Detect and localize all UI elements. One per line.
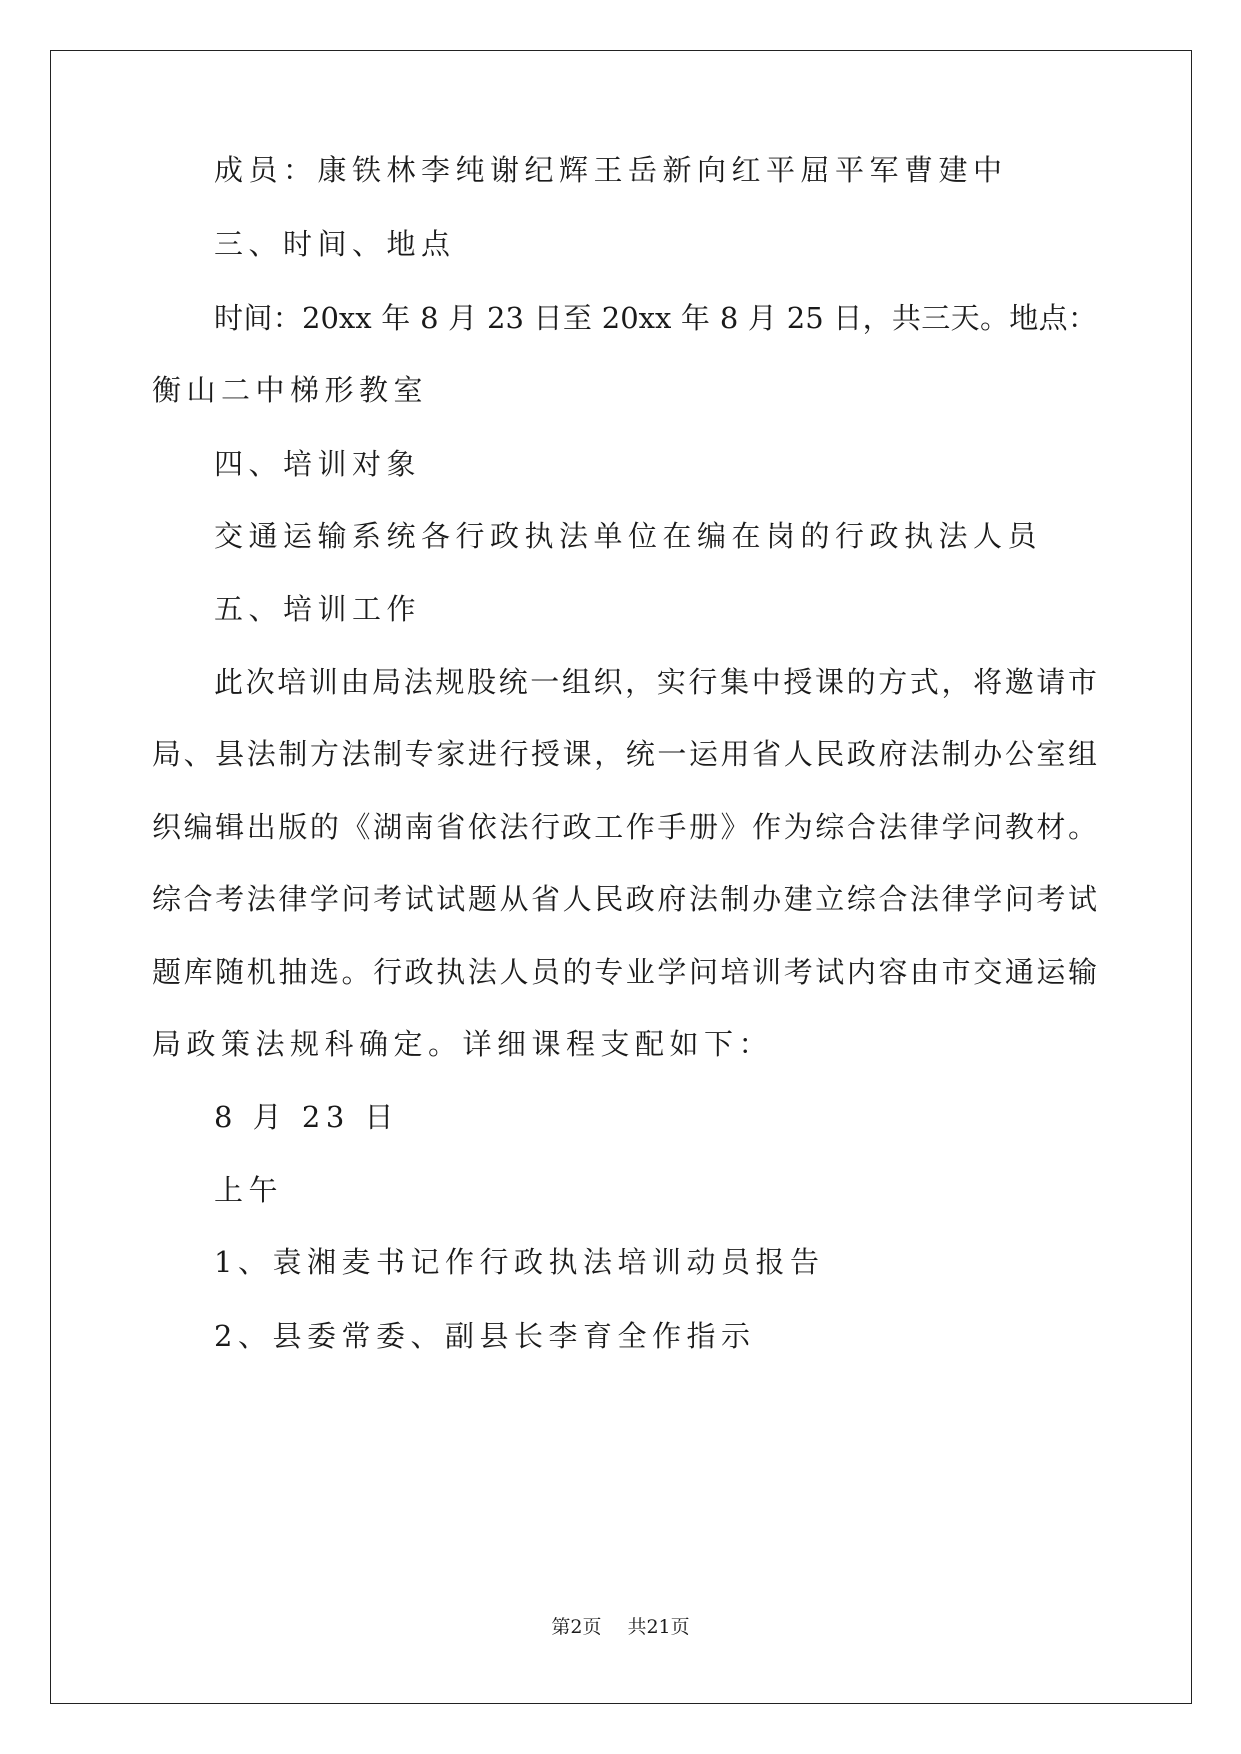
page-number-current: 第2页 bbox=[551, 1616, 602, 1638]
schedule-morning: 上午 bbox=[214, 1173, 284, 1207]
section-heading-time-place: 三、时间、地点 bbox=[214, 227, 456, 261]
paragraph-line-1: 此次培训由局法规股统一组织，实行集中授课的方式，将邀请市 bbox=[214, 665, 1097, 699]
members-line: 成员：康铁林李纯谢纪辉王岳新向红平屈平军曹建中 bbox=[214, 153, 1008, 187]
paragraph-line-6: 局政策法规科确定。详细课程支配如下： bbox=[152, 1027, 774, 1061]
location-line: 衡山二中梯形教室 bbox=[152, 373, 429, 407]
targets-line: 交通运输系统各行政执法单位在编在岗的行政执法人员 bbox=[214, 519, 1043, 553]
paragraph-line-5: 题库随机抽选。行政执法人员的专业学问培训考试内容由市交通运输 bbox=[152, 955, 1097, 989]
page-footer bbox=[0, 1615, 1241, 1639]
paragraph-line-3: 织编辑出版的《湖南省依法行政工作手册》作为综合法律学问教材。 bbox=[152, 810, 1097, 844]
schedule-date: 8 月 23 日 bbox=[214, 1100, 400, 1134]
schedule-item-1: 1、袁湘麦书记作行政执法培训动员报告 bbox=[214, 1245, 825, 1279]
page-number-total: 共21页 bbox=[627, 1616, 690, 1638]
time-line: 时间：20xx 年 8 月 23 日至 20xx 年 8 月 25 日，共三天。地点： bbox=[214, 301, 1097, 335]
paragraph-line-2: 局、县法制方法制专家进行授课，统一运用省人民政府法制办公室组 bbox=[152, 737, 1097, 771]
paragraph-line-4: 综合考法律学问考试试题从省人民政府法制办建立综合法律学问考试 bbox=[152, 882, 1097, 916]
schedule-item-2: 2、县委常委、副县长李育全作指示 bbox=[214, 1319, 756, 1353]
section-heading-targets: 四、培训对象 bbox=[214, 447, 422, 481]
section-heading-training: 五、培训工作 bbox=[214, 592, 422, 626]
